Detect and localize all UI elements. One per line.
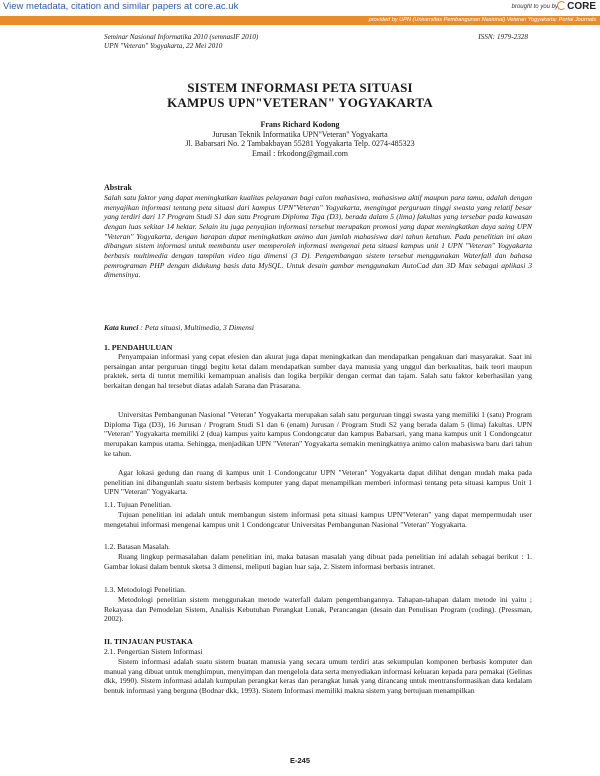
header-seminar: Seminar Nasional Informatika 2010 (semnasIF 2010): [104, 33, 259, 41]
brought-by-text: brought to you by: [511, 4, 558, 10]
section-1-para-3: Agar lokasi gedung dan ruang di kampus unit 1 Condongcatur UPN "Veteran" Yogyakarta dapat dilihat dengan mudah maka pada penelitian ini dibangunlah suatu sistem berbasis komputer yang dapat menampilkan memberi informasi tentang peta situasi kampus Unit 1 UPN "Veteran" Yogyakarta.: [104, 468, 532, 497]
section-1-heading: 1. PENDAHULUAN: [104, 343, 173, 352]
title-line-1: SISTEM INFORMASI PETA SITUASI: [187, 80, 413, 95]
section-1-para-2: Universitas Pembangunan Nasional "Veteran" Yogyakarta merupakan salah satu perguruan tinggi swasta yang memiliki 1 (satu) Program Diploma Tiga (D3), 16 Jurusan / Program Studi S1 dan 6 (enam) Jurusan / Program Studi S2 yang berada dalam 5 (lima) fakultas. UPN "Veteran" Yogyakarta memiliki 2 (dua) kampus yaitu kampus Condongcatur dan kampus Babarsari, yang mana kampus unit 1 Condongcatur merupakan kampus utama. Sehingga, menjadikan UPN "Veteran" Yogyakarta semakin meningkatnya animo calon mahasiswa baru dari tahun ke tahun.: [104, 410, 532, 458]
running-header-left: [104, 33, 258, 51]
header-venue: UPN "Veteran" Yogyakarta, 22 Mei 2010: [104, 42, 223, 50]
section-1-1-body: Tujuan penelitian ini adalah untuk membangun sistem informasi peta situasi kampus UPN"Veteran" yang dapat mempermudah user mengetahui informasi mengenai kampus unit 1 Condongcatur Universitas Pembangunan Nasional "Veteran" Yogyakarta.: [104, 510, 532, 529]
core-logo-text: CORE: [567, 1, 596, 12]
paper-title: [0, 80, 600, 110]
core-topbar: [0, 0, 600, 28]
core-row: [0, 0, 600, 14]
section-1-2-body: Ruang lingkup permasalahan dalam penelitian ini, maka batasan masalah yang dibuat pada penelitian ini adalah sebagai berikut : 1. Gambar lokasi dalam bentuk sketsa 3 dimensi, meliputi bagian luar saja, 2. Sistem informasi berbasis intranet.: [104, 552, 532, 571]
section-1-1-heading: 1.1. Tujuan Penelitian.: [104, 500, 172, 509]
author-affiliation: Jurusan Teknik Informatika UPN"Veteran" Yogyakarta: [212, 129, 388, 139]
section-2-1-body: Sistem informasi adalah suatu sistem buatan manusia yang secara umum terdiri atas sekumpulan komponen berbasis komputer dan manual yang dibuat untuk menghimpun, menyimpan dan mengelola data serta menyediakan informasi keluaran kepada para pemakai (Gelinas dkk, 1990). Sistem informasi adalah kumpulan perangkat keras dan perangkat lunak yang dirancang untuk mentransformasikan data kedalam bentuk informasi yang berguna (Bodnar dkk, 1993). Sistem Informasi memiliki makna sistem yang bertujuan menampilkan: [104, 657, 532, 695]
issn: ISSN: 1979-2328: [478, 33, 528, 41]
page-number: E-245: [289, 756, 310, 765]
provider-bar: [0, 16, 600, 25]
core-metadata-link[interactable]: View metadata, citation and similar papers at core.ac.uk: [3, 1, 239, 12]
author-block: [0, 120, 600, 158]
section-1-3-heading: 1.3. Metodologi Penelitian.: [104, 585, 186, 594]
section-2-1-heading: 2.1. Pengertian Sistem Informasi: [104, 647, 203, 656]
author-name: Frans Richard Kodong: [260, 120, 340, 129]
title-line-2: KAMPUS UPN"VETERAN" YOGYAKARTA: [167, 95, 433, 110]
section-1-para-1: Penyampaian informasi yang cepat efesien dan akurat juga dapat meningkatkan dan mendapatkan pengakuan dari masyarakat. Saat ini persaingan antar perguruan tinggi begitu ketat dalam mendapatkan sumber daya manusia yang unggul dan berkualitas, baik teori maupun praktek, serta di tuntut memiliki kemampuan analisis dan logika berpikir dengan cermat dan tajam. Salah satu faktor keberhasilan yang berkaitan dengan hal tersebut diatas adalah Sarana dan Prasarana.: [104, 352, 532, 390]
core-logo-icon: [557, 1, 566, 10]
section-1-3-body: Metodologi penelitian sistem menggunakan metode waterfall dalam pengembangannya. Tahapan-tahapan dalam metode ini yaitu ; Rekayasa dan Pemodelan Sistem, Analisis Kebutuhan Perangkat Lunak, Perancangan (desain dan Penulisan Program (coding). (Pressman, 2002).: [104, 595, 532, 624]
author-address: Jl. Babarsari No. 2 Tambakbayan 55281 Yogyakarta Telp. 0274-485323: [185, 139, 415, 149]
provider-text[interactable]: provided by UPN (Universitas Pembangunan Nasional) Veteran Yogyakarta: Portal Journals: [368, 17, 596, 23]
keywords: [104, 323, 254, 332]
abstract-body: Salah satu faktor yang dapat meningkatkan kualitas pelayanan bagi calon mahasiswa, mahasiswa aktif maupun para tamu, adalah dengan menyajikan informasi tentang peta situasi dari kampus UPN"Veteran" Yogyakarta, mengingat perguruan tinggi swasta yang relatif besar yang terdiri dari 17 Program Studi S1 dan satu Program Diploma Tiga (D3), berada dalam 5 (lima) fakultas yang tersebar pada kawasan dengan luas sekitar 14 hektar. Selain itu juga penyajian informasi tersebut merupakan promosi yang dapat meningkatkan daya saing UPN "Veteran" Yogyakarta, dengan harapan dapat meningkatkan animo dan jumlah mahasiswa dari tahun ketahun. Pada penelitian ini akan dibangun sistem informasi untuk membantu user memperoleh informasi mengenai peta situasi kampus unit 1 UPN "Veteran" Yogyakarta berbasis multimedia dengan tampilan video tiga dimensi (3 D). Pengembangan sistem tersebut menggunakan Waterfall dan bahasa pemrograman PHP dengan didukung basis data MySQL. Untuk desain gambar menggunakan AutoCad dan 3D Max sebagai aplikasi 3 dimensinya.: [104, 193, 532, 280]
keywords-list: : Peta situasi, Multimedia, 3 Dimensi: [138, 323, 254, 332]
section-1-2-heading: 1.2. Batasan Masalah.: [104, 542, 171, 551]
section-2-heading: II. TINJAUAN PUSTAKA: [104, 637, 193, 646]
author-email: Email : frkodong@gmail.com: [251, 148, 348, 158]
core-logo[interactable]: [557, 1, 596, 12]
keywords-label: Kata kunci: [104, 323, 139, 332]
abstract-heading: Abstrak: [104, 183, 133, 192]
